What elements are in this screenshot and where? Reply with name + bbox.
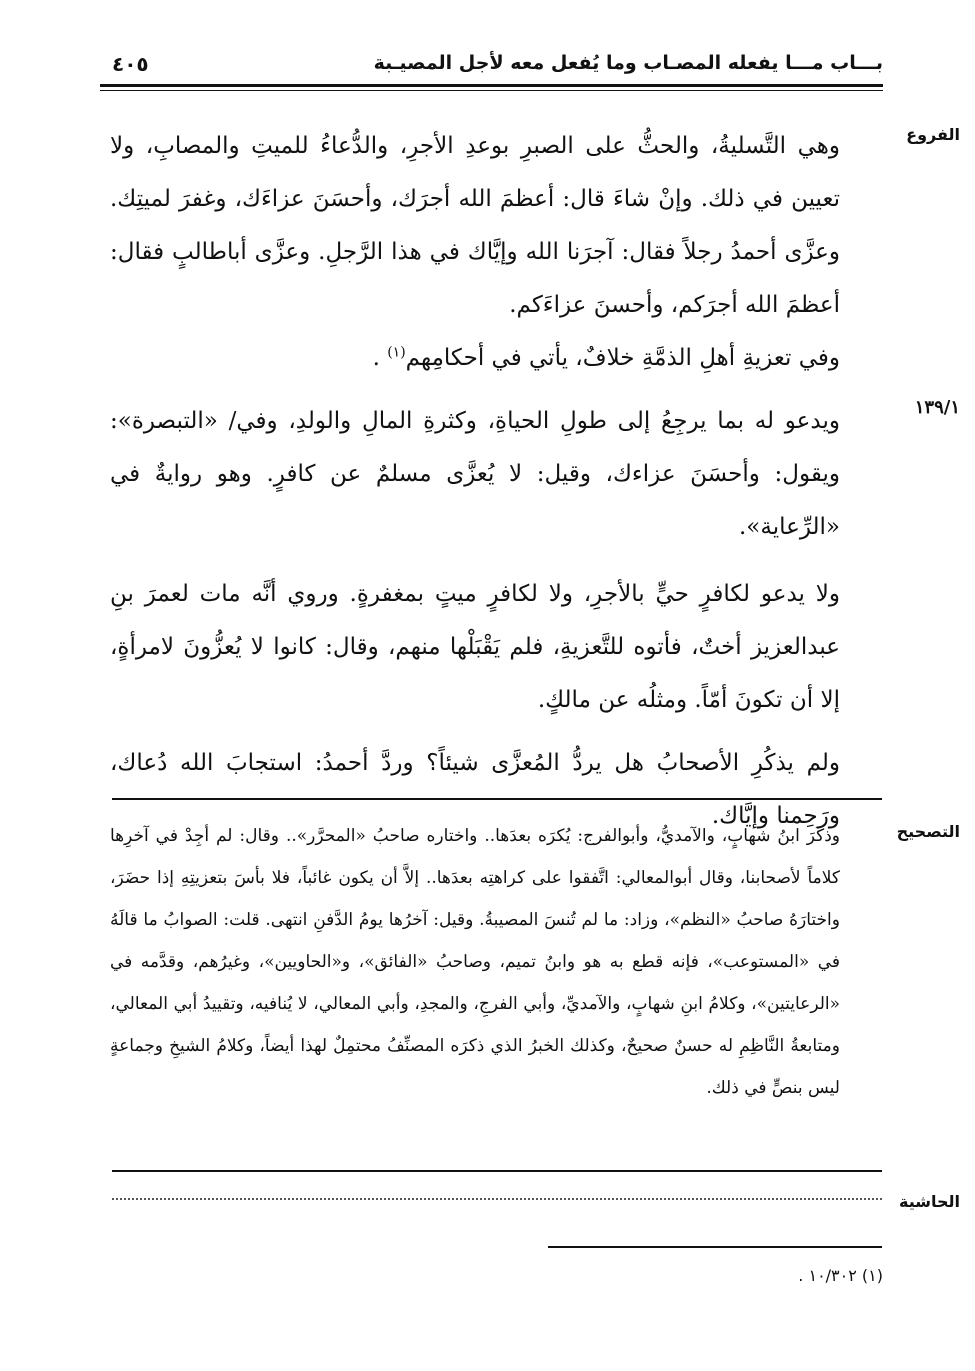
header-rule-thick [100,84,883,87]
paragraph-dhimma-text: وفي تعزيةِ أهلِ الذمَّةِ خلافٌ، يأتي في أحكامِهم [405,345,840,371]
footnote-rule [548,1246,882,1248]
paragraph-dhimma-period: . [372,345,380,371]
hashiya-dotted-line [112,1198,882,1200]
footnote: (١) ١٠/٣٠٢ . [798,1266,883,1285]
correction-separator [112,798,882,800]
chapter-title: بـــاب مـــا يفعله المصـاب وما يُفعل معه لأجل المصيـبة [373,52,883,74]
margin-label-hashiya: الحاشية [899,1192,960,1211]
paragraph-kafir: ولا يدعو لكافرٍ حيٍّ بالأجرِ، ولا لكافرٍ ميتٍ بمغفرةٍ. وروي أنَّه مات لعمرَ بنِ عبدالعزيز أختٌ، فأتوه للتَّعزيةِ، فلم يَقْبَلْها منهم، وقال: كانوا لا يُعزُّونَ لامرأةٍ، إلا أن تكونَ أمّاً. ومثلُه عن مالكٍ. [110,581,840,713]
correction-text [110,815,840,1109]
paragraph-radd: ولم يذكُرِ الأصحابُ هل يردُّ المُعزَّى شيئاً؟ وردَّ أحمدُ: استجابَ الله دُعاك، ورَحِمنا وإيَّاك. [110,750,840,829]
header-rule-thin [100,90,883,91]
page-number: ٤٠٥ [112,52,149,76]
margin-label-furu: الفروع [906,125,960,144]
margin-label-volume-page: ١٣٩/١ [914,397,960,418]
margin-label-tashih: التصحيح [896,822,960,841]
hashiya-separator [112,1170,882,1172]
paragraph-dua: ويدعو له بما يرجِعُ إلى طولِ الحياةِ، وكثرةِ المالِ والولدِ، وفي/ «التبصرة»: ويقول: وأحسَنَ عزاءك، وقيل: لا يُعزَّى مسلمٌ عن كافرٍ. وهو روايةٌ في «الرِّعاية». [110,408,840,540]
footnote-marker: (١) [387,344,406,361]
main-text [110,120,840,843]
paragraph-tasliya: وهي التَّسليةُ، والحثُّ على الصبرِ بوعدِ الأجرِ، والدُّعاءُ للميتِ والمصابِ، ولا تعيين في ذلك. وإنْ شاءَ قال: أعظمَ الله أجرَك، وأحسَنَ عزاءَك، وغفرَ لميتِك. وعزَّى أحمدُ رجلاً فقال: آجرَنا الله وإيَّاك في هذا الرَّجلِ. وعزَّى أباطالبٍ فقال: أعظمَ الله أجرَكم، وأحسنَ عزاءَكم. [110,133,840,318]
correction-paragraph: وذكَرَ ابنُ شهابٍ، والآمديُّ، وأبوالفرج: يُكرَه بعدَها.. واختاره صاحبُ «المحرَّر».. وقال: لم أجِدْ في آخرِها كلاماً لأصحابنا، وقال أبوالمعالي: اتَّفقوا على كراهتِه بعدَها.. إلاَّ أن يكون غائباً، فلا بأسَ بتعزيتِهِ إذا حضَرَ، واختارَهُ صاحبُ «النظم»، وزاد: ما لم تُنسَ المصيبةُ. وقيل: آخرُها يومُ الدَّفنِ انتهى. قلت: الصوابُ ما قالَهُ في «المستوعب»، فإنه قطع به هو وابنُ تميم، وصاحبُ «الفائق»، و«الحاويين»، وغيرُهم، وقدَّمه في «الرعايتين»، وكلامُ ابنِ شهابٍ، والآمديِّ، وأبي الفرجِ، والمجدِ، وأبي المعالي، لا يُنافيه، وتقييدُ أبي المعالي، ومتابعةُ النَّاظِمِ له حسنٌ صحيحٌ، وكذلك الخبرُ الذي ذكرَه المصنِّفُ محتمِلٌ لهذا أيضاً، وكلامُ الشيخِ وجماعةٍ ليس بنصٍّ في ذلك. [110,826,840,1098]
paragraph-dhimma [110,332,840,385]
